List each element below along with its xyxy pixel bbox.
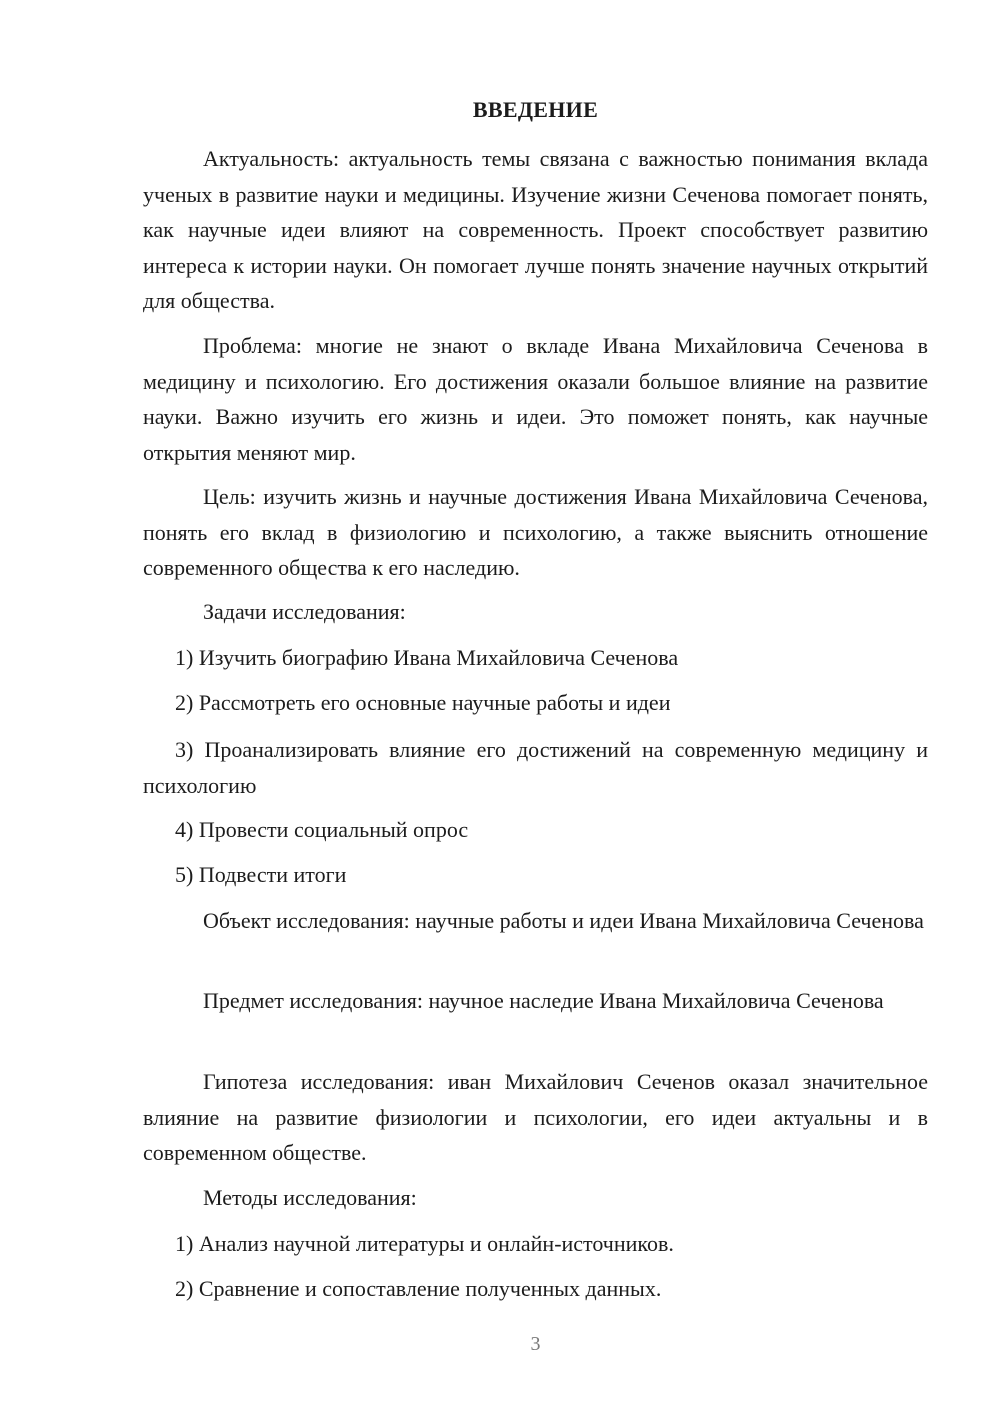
methods-heading: Методы исследования: xyxy=(203,1185,417,1210)
section-title: ВВЕДЕНИЕ xyxy=(472,97,599,122)
page-number: 3 xyxy=(530,1333,541,1355)
paragraph-goal: Цель: изучить жизнь и научные достижения Ивана Михайловича Сеченова, понять его вклад в физиологию и психологию, а также выяснить отношение современного общества к его наследию. xyxy=(143,484,928,580)
method-item-2: 2) Сравнение и сопоставление полученных данных. xyxy=(175,1276,662,1301)
task-item-3: 3) Проанализировать влияние его достижений на современную медицину и психологию xyxy=(143,737,928,798)
tasks-heading: Задачи исследования: xyxy=(203,599,406,624)
task-item-1: 1) Изучить биографию Ивана Михайловича Сеченова xyxy=(175,645,679,670)
task-item-5: 5) Подвести итоги xyxy=(175,862,347,887)
paragraph-problem: Проблема: многие не знают о вкладе Ивана Михайловича Сеченова в медицину и психологию. Его достижения оказали большое влияние на развитие науки. Важно изучить его жизнь и идеи. Это поможет понять, как научные открытия меняют мир. xyxy=(143,333,928,465)
task-item-4: 4) Провести социальный опрос xyxy=(175,817,469,842)
task-item-2: 2) Рассмотреть его основные научные работы и идеи xyxy=(175,690,671,715)
method-item-1: 1) Анализ научной литературы и онлайн-источников. xyxy=(175,1231,674,1256)
paragraph-actuality: Актуальность: актуальность темы связана с важностью понимания вклада ученых в развитие науки и медицины. Изучение жизни Сеченова помогает понять, как научные идеи влияют на современность. Проект способствует развитию интереса к истории науки. Он помогает лучше понять значение научных открытий для общества. xyxy=(143,146,928,313)
paragraph-hypothesis: Гипотеза исследования: иван Михайлович Сеченов оказал значительное влияние на развитие физиологии и психологии, его идеи актуальны и в современном обществе. xyxy=(143,1069,928,1165)
paragraph-subject: Предмет исследования: научное наследие Ивана Михайловича Сеченова xyxy=(203,988,884,1013)
paragraph-object: Объект исследования: научные работы и идеи Ивана Михайловича Сеченова xyxy=(203,908,924,933)
document-page xyxy=(143,0,928,1414)
